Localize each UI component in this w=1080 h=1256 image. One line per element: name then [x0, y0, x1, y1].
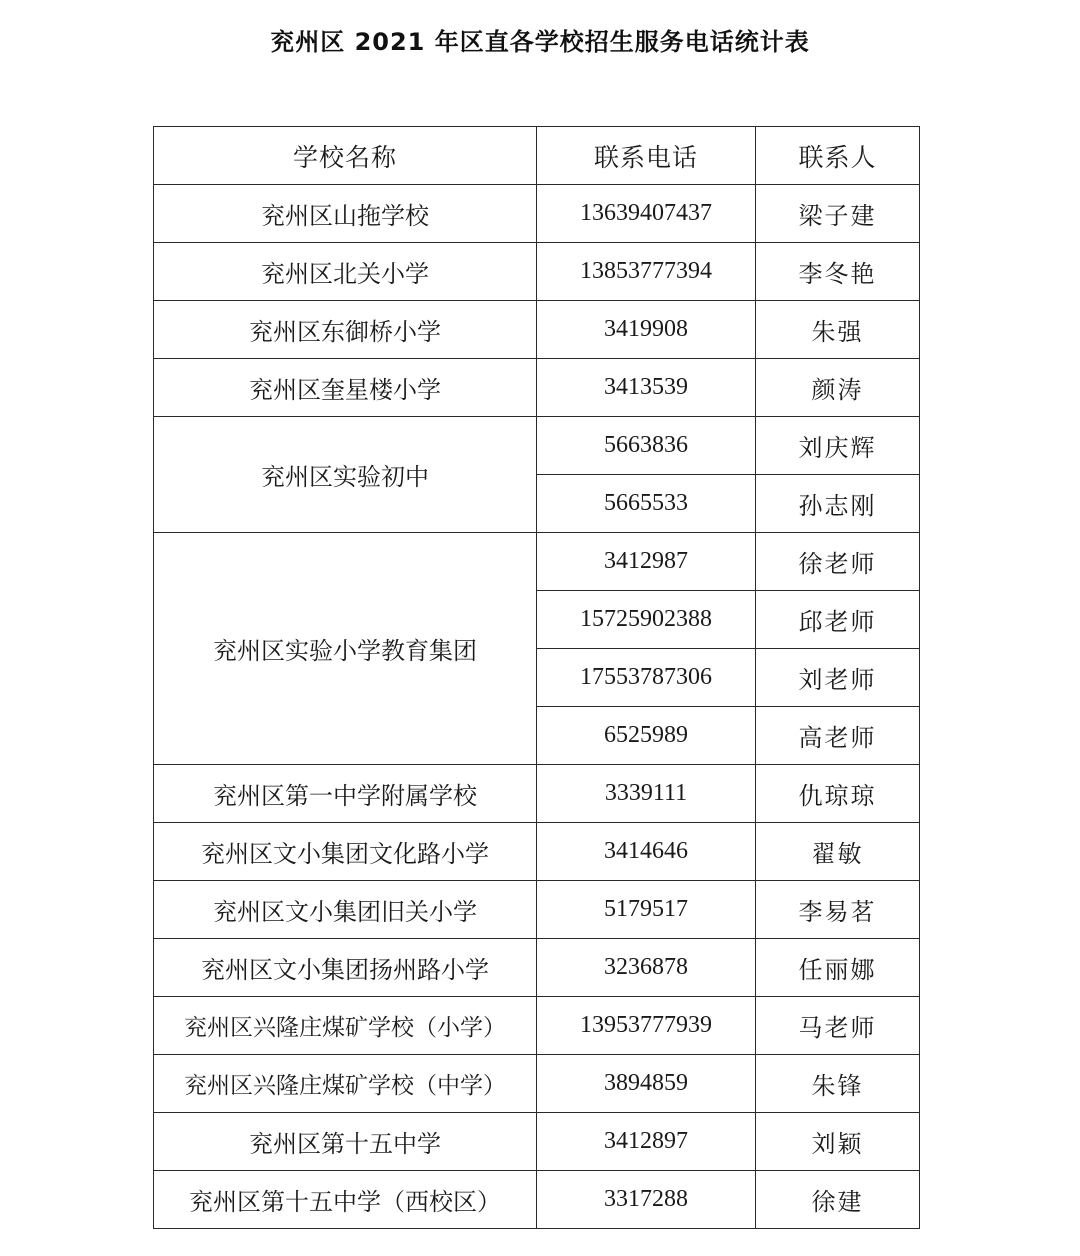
contacts-table: [153, 126, 920, 1229]
school-name: 兖州区兴隆庄煤矿学校（小学）: [154, 997, 537, 1055]
school-name: 兖州区文小集团旧关小学: [154, 881, 537, 939]
contact-person: 仇琼琼: [756, 765, 920, 823]
school-name: 兖州区实验初中: [154, 417, 537, 533]
school-name: 兖州区东御桥小学: [154, 301, 537, 359]
phone-number: 3412897: [537, 1113, 756, 1171]
school-name: 兖州区北关小学: [154, 243, 537, 301]
contact-person: 梁子建: [756, 185, 920, 243]
header-phone: 联系电话: [537, 127, 756, 185]
phone-number: 3419908: [537, 301, 756, 359]
contact-person: 高老师: [756, 707, 920, 765]
contact-person: 徐老师: [756, 533, 920, 591]
header-person: 联系人: [756, 127, 920, 185]
phone-number: 17553787306: [537, 649, 756, 707]
contact-person: 李易茗: [756, 881, 920, 939]
contact-person: 朱锋: [756, 1055, 920, 1113]
table-row: [154, 185, 920, 243]
phone-number: 15725902388: [537, 591, 756, 649]
table-row: [154, 765, 920, 823]
table-row: [154, 997, 920, 1055]
contact-person: 马老师: [756, 997, 920, 1055]
contact-person: 邱老师: [756, 591, 920, 649]
phone-number: 3894859: [537, 1055, 756, 1113]
contact-person: 孙志刚: [756, 475, 920, 533]
table-row: [154, 881, 920, 939]
phone-number: 13953777939: [537, 997, 756, 1055]
table-row: [154, 939, 920, 997]
phone-number: 3413539: [537, 359, 756, 417]
contact-person: 任丽娜: [756, 939, 920, 997]
phone-number: 5179517: [537, 881, 756, 939]
document-title: 兖州区 2021 年区直各学校招生服务电话统计表: [270, 28, 810, 56]
phone-number: 3412987: [537, 533, 756, 591]
contact-person: 刘老师: [756, 649, 920, 707]
table-row: [154, 1171, 920, 1229]
table-row: [154, 1113, 920, 1171]
table-row: [154, 301, 920, 359]
contact-person: 刘庆辉: [756, 417, 920, 475]
school-name: 兖州区实验小学教育集团: [154, 533, 537, 765]
contact-person: 李冬艳: [756, 243, 920, 301]
phone-number: 3414646: [537, 823, 756, 881]
school-name: 兖州区第十五中学: [154, 1113, 537, 1171]
contact-person: 翟敏: [756, 823, 920, 881]
contact-person: 颜涛: [756, 359, 920, 417]
school-name: 兖州区文小集团文化路小学: [154, 823, 537, 881]
phone-number: 13639407437: [537, 185, 756, 243]
phone-number: 5663836: [537, 417, 756, 475]
table-row: [154, 243, 920, 301]
phone-number: 3339111: [537, 765, 756, 823]
school-name: 兖州区兴隆庄煤矿学校（中学）: [154, 1055, 537, 1113]
contact-person: 朱强: [756, 301, 920, 359]
contact-person: 刘颖: [756, 1113, 920, 1171]
phone-number: 3236878: [537, 939, 756, 997]
phone-number: 13853777394: [537, 243, 756, 301]
table-row: [154, 417, 920, 475]
table-header-row: [154, 127, 920, 185]
table-row: [154, 533, 920, 591]
phone-number: 3317288: [537, 1171, 756, 1229]
table-row: [154, 1055, 920, 1113]
school-name: 兖州区奎星楼小学: [154, 359, 537, 417]
phone-number: 6525989: [537, 707, 756, 765]
table-row: [154, 823, 920, 881]
phone-number: 5665533: [537, 475, 756, 533]
contact-person: 徐建: [756, 1171, 920, 1229]
table-row: [154, 359, 920, 417]
school-name: 兖州区第一中学附属学校: [154, 765, 537, 823]
school-name: 兖州区文小集团扬州路小学: [154, 939, 537, 997]
school-name: 兖州区山拖学校: [154, 185, 537, 243]
school-name: 兖州区第十五中学（西校区）: [154, 1171, 537, 1229]
header-school: 学校名称: [154, 127, 537, 185]
